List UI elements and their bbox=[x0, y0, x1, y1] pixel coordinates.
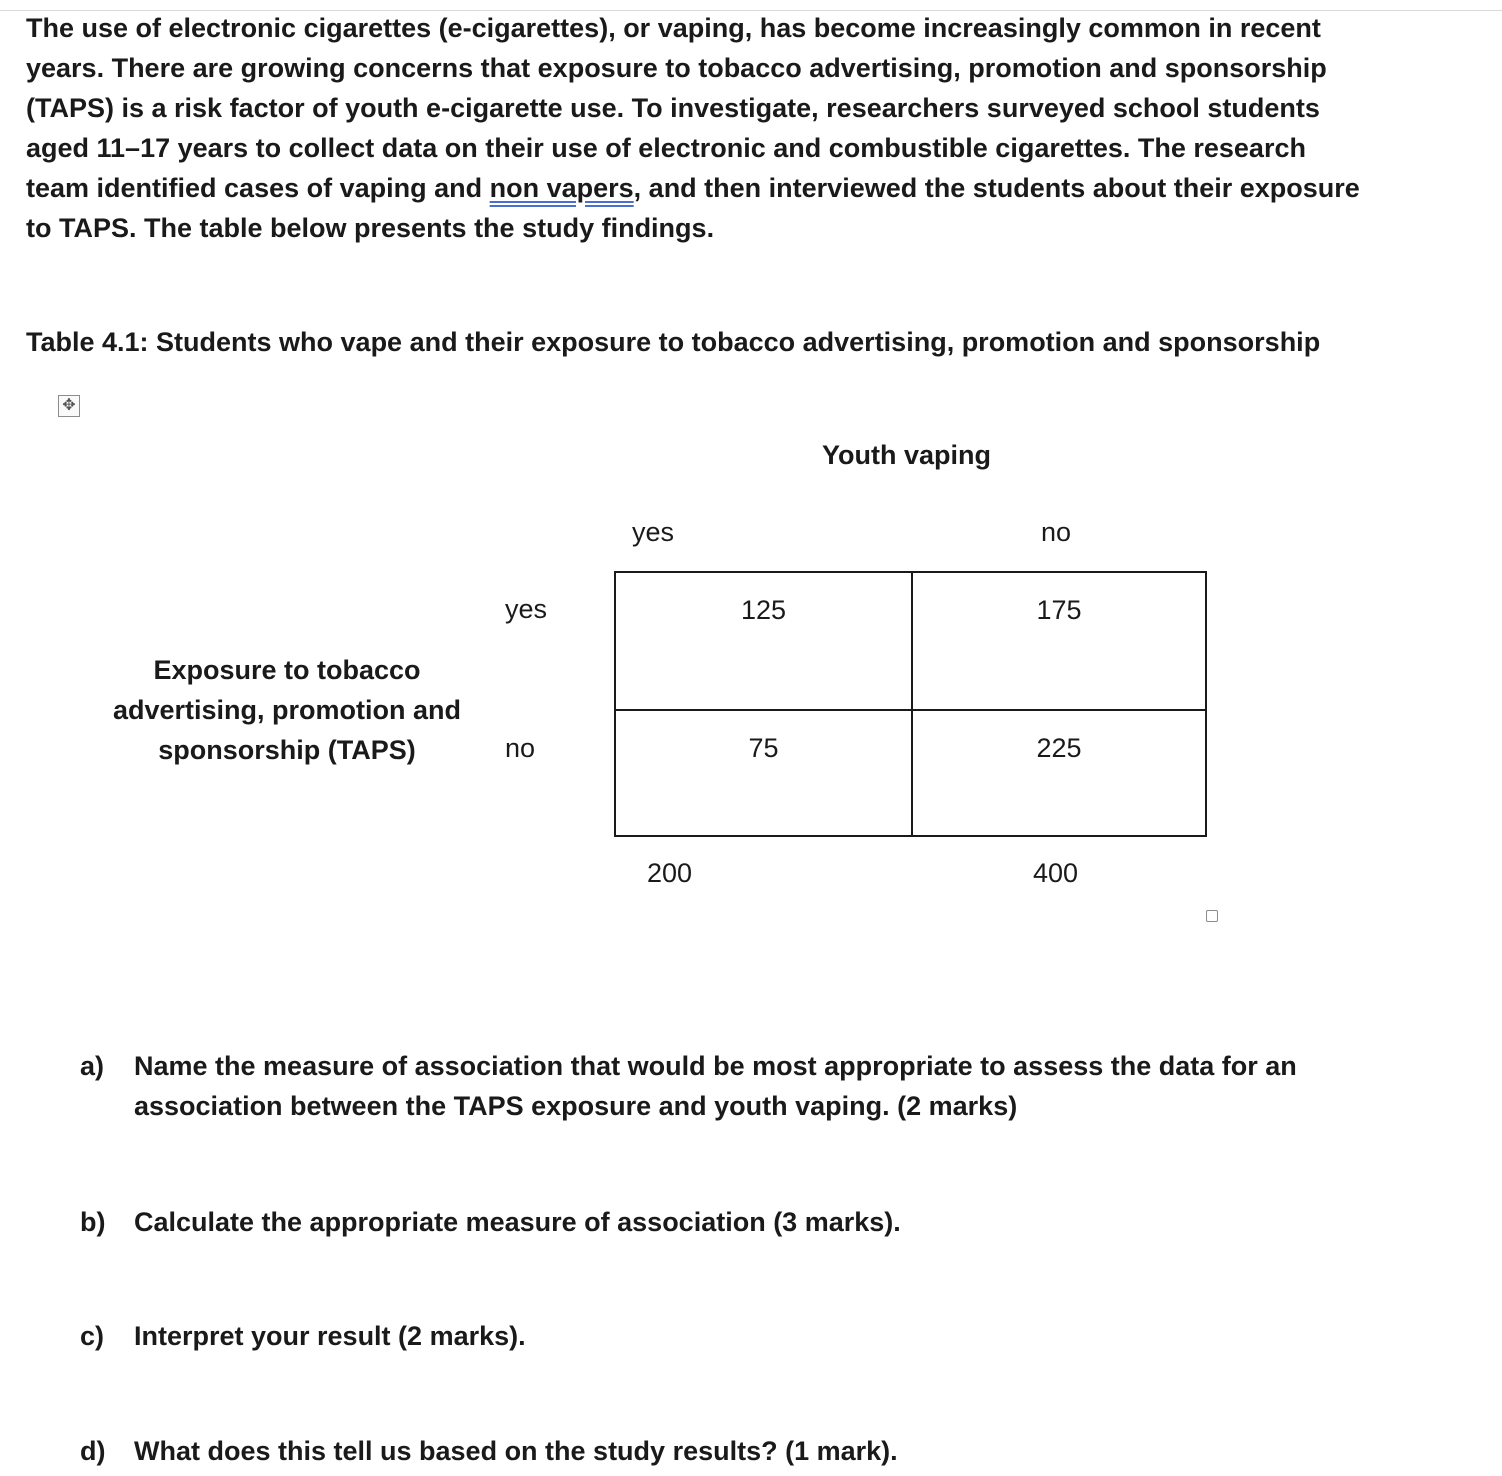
move-handle-icon[interactable]: ✥ bbox=[58, 395, 80, 417]
question-letter: a) bbox=[80, 1051, 105, 1081]
row-group-label: Exposure to tobacco advertising, promotion and sponsorship (TAPS) bbox=[112, 655, 462, 765]
question-c bbox=[80, 1316, 1400, 1356]
table-caption: Table 4.1: Students who vape and their exposure to tobacco advertising, promotion and sponsorship bbox=[26, 327, 1321, 357]
question-b bbox=[80, 1202, 1400, 1242]
cell-exposed-nonvaper[interactable]: 175 bbox=[912, 572, 1206, 710]
cell-exposed-vaper[interactable]: 125 bbox=[615, 572, 912, 710]
table-row bbox=[615, 572, 1206, 710]
column-total-yes: 200 bbox=[647, 858, 693, 888]
table-row bbox=[615, 710, 1206, 836]
question-letter: c) bbox=[80, 1321, 105, 1351]
cell-unexposed-vaper[interactable]: 75 bbox=[615, 710, 912, 836]
question-letter: b) bbox=[80, 1207, 106, 1237]
column-label-yes: yes bbox=[632, 517, 675, 547]
column-label-no: no bbox=[1041, 517, 1072, 547]
question-letter: d) bbox=[80, 1436, 106, 1466]
intro-text-after: , and then interviewed the students about their exposure to TAPS. The table below presents the study findings. bbox=[26, 173, 1360, 243]
cell-unexposed-nonvaper[interactable]: 225 bbox=[912, 710, 1206, 836]
question-text: Interpret your result (2 marks). bbox=[134, 1321, 526, 1351]
row-label-no: no bbox=[505, 733, 536, 763]
question-text: What does this tell us based on the study results? (1 mark). bbox=[134, 1436, 898, 1466]
intro-text-before: The use of electronic cigarettes (e-cigarettes), or vaping, has become increasingly common in recent years. There are growing concerns that exposure to tobacco advertising, promotion and sponsorship (TAPS) is a risk factor of youth e-cigarette use. To investigate, researchers surveyed school students aged 11–17 years to collect data on their use of electronic and combustible cigarettes. The research team identified cases of vaping and bbox=[26, 13, 1327, 203]
question-a bbox=[80, 1046, 1400, 1126]
question-text: Name the measure of association that would be most appropriate to assess the data for an association between the TAPS exposure and youth vaping. (2 marks) bbox=[134, 1051, 1297, 1121]
grammar-flagged-word[interactable]: non vapers bbox=[489, 173, 634, 203]
question-text: Calculate the appropriate measure of association (3 marks). bbox=[134, 1207, 901, 1237]
contingency-table bbox=[614, 571, 1207, 837]
column-total-no: 400 bbox=[1033, 858, 1079, 888]
resize-handle-icon[interactable] bbox=[1206, 910, 1218, 922]
row-label-yes: yes bbox=[505, 594, 548, 624]
question-d bbox=[80, 1431, 1400, 1471]
intro-paragraph bbox=[26, 8, 1366, 248]
column-group-label: Youth vaping bbox=[822, 440, 991, 470]
